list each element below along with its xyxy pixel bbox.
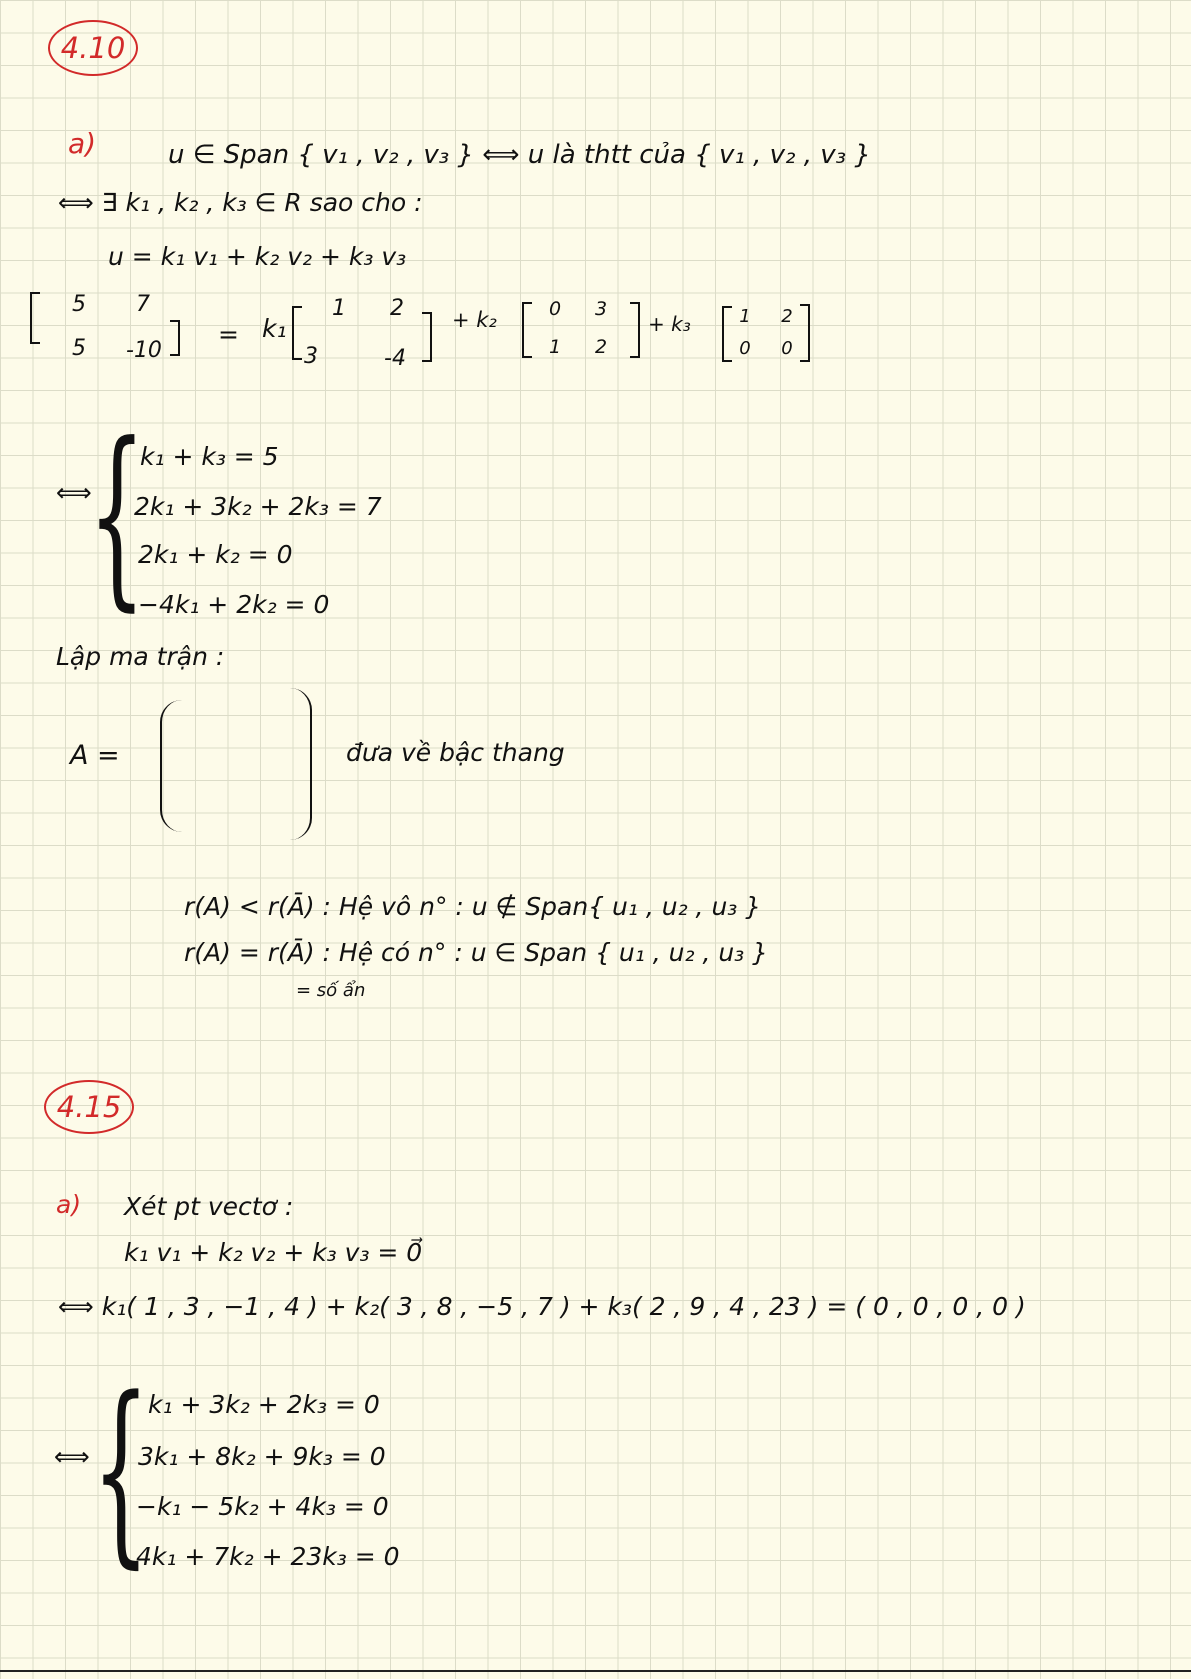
matrix-entry: 0 [548,298,562,320]
system-equation-2: 3k₁ + 8k₂ + 9k₃ = 0 [138,1442,386,1471]
matrix-entry: 0 [781,338,793,359]
system-equation-2: 2k₁ + 3k₂ + 2k₃ = 7 [134,492,382,521]
setup-matrix-label: Lập ma trận : [56,642,225,671]
equals-sign: = [218,320,239,349]
matrix-entry: 2 [781,306,793,327]
system-equation-4: 4k₁ + 7k₂ + 23k₃ = 0 [136,1542,400,1571]
part-a-label: a) [68,127,97,160]
matrix-entry: -4 [384,346,406,371]
exists-coefficients-line: ⟺ ∃ k₁ , k₂ , k₃ ∈ R sao cho : [58,188,423,217]
vector-equation: k₁ v₁ + k₂ v₂ + k₃ v₃ = 0⃗ [124,1238,423,1267]
matrix-a-right-paren [290,688,312,840]
exercise-number-text: 4.15 [56,1090,122,1124]
bracket-right [422,312,432,362]
equivalence-arrow: ⟺ [56,478,92,507]
bracket-right [630,302,640,358]
bracket-right [170,320,180,356]
system-equation-3: 2k₁ + k₂ = 0 [138,540,293,569]
coefficient-k2: + k₂ [452,308,497,332]
matrix-entry: 5 [72,292,86,317]
system-equation-3: −k₁ − 5k₂ + 4k₃ = 0 [136,1492,389,1521]
system-equation-1: k₁ + k₃ = 5 [140,442,279,471]
bracket-left [30,292,40,344]
bracket-left [522,302,532,358]
matrix-entry: 2 [390,296,404,321]
matrix-entry: 5 [72,336,86,361]
matrix-entry: 7 [136,292,150,317]
exercise-number-4-10 [48,20,138,76]
bracket-right [800,304,810,362]
system-equation-1: k₁ + 3k₂ + 2k₃ = 0 [148,1390,380,1419]
coefficient-k3: + k₃ [648,312,691,336]
matrix-entry: 2 [594,336,608,358]
matrix-entry: -10 [126,338,162,363]
vector-equation-expanded: ⟺ k₁( 1 , 3 , −1 , 4 ) + k₂( 3 , 8 , −5 , 7 ) + k₃( 2 , 9 , 4 , 23 ) = ( 0 , 0 , 0 , 0 ) [58,1292,1026,1321]
linear-combination-line: u = k₁ v₁ + k₂ v₂ + k₃ v₃ [108,242,407,271]
span-definition-line: u ∈ Span { v₁ , v₂ , v₃ } ⟺ u là thtt của { v₁ , v₂ , v₃ } [168,140,871,170]
matrix-entry: 3 [304,344,318,369]
system-brace: { [92,1355,150,1586]
vector-equation-title: Xét pt vectơ : [124,1192,294,1221]
row-echelon-note: đưa về bậc thang [346,738,565,767]
page-bottom-divider [0,1670,1191,1672]
matrix-entry: 1 [332,296,346,321]
coefficient-k1: k₁ [262,314,287,343]
unknowns-note: = số ẩn [296,980,366,1001]
matrix-a-left-paren [160,700,182,832]
matrix-a-label: A = [70,740,120,771]
matrix-entry: 1 [739,306,751,327]
matrix-entry: 0 [739,338,751,359]
exercise-number-4-15 [44,1080,134,1134]
matrix-entry: 1 [548,336,562,358]
equivalence-arrow: ⟺ [54,1442,90,1471]
rank-condition-1: r(A) < r(Ā) : Hệ vô n° : u ∉ Span{ u₁ , u₂ , u₃ } [184,892,762,921]
part-a-label: a) [56,1190,82,1219]
matrix-entry: 3 [594,298,608,320]
system-brace: { [88,401,146,629]
system-equation-4: −4k₁ + 2k₂ = 0 [138,590,330,619]
exercise-number-text: 4.10 [60,31,126,65]
rank-condition-2: r(A) = r(Ā) : Hệ có n° : u ∈ Span { u₁ , u₂ , u₃ } [184,938,769,967]
